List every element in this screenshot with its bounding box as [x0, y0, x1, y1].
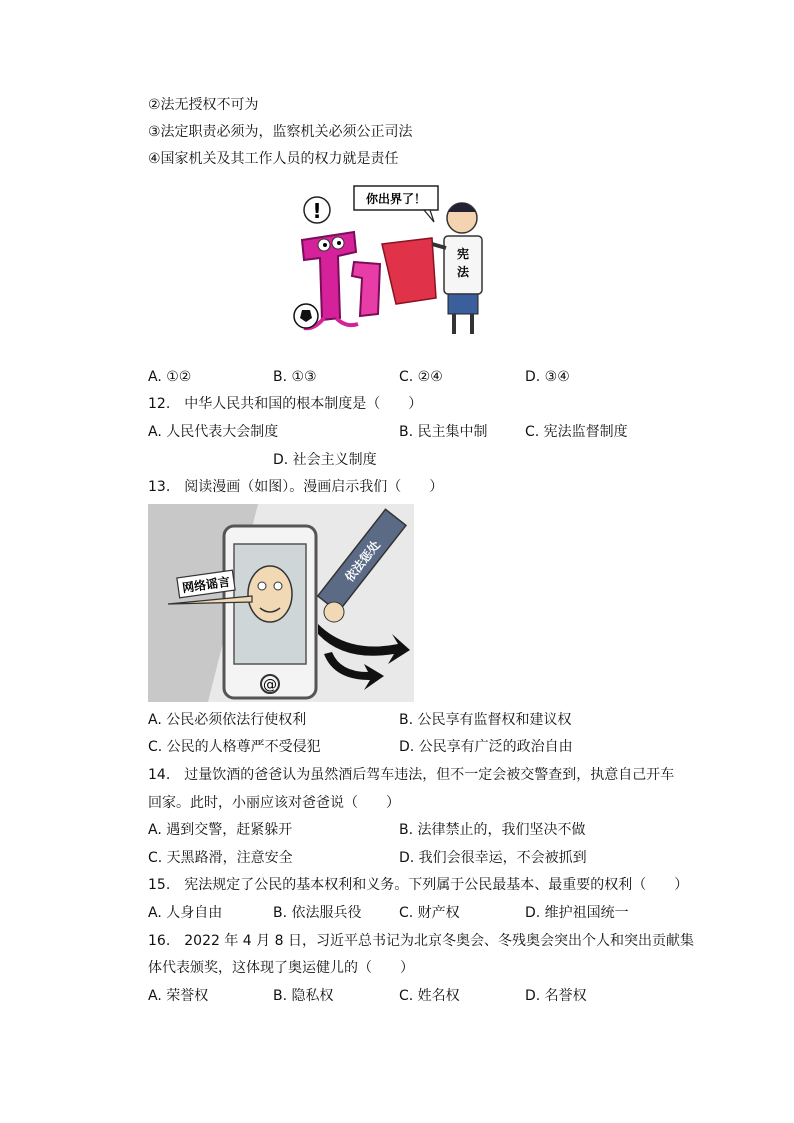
q14-stem-line-2: 回家。此时，小丽应该对爸爸说（ ） [148, 795, 400, 811]
q14-option-c[interactable]: C. 天黑路滑，注意安全 [148, 850, 293, 866]
constitution-referee-cartoon [284, 178, 510, 344]
q11-option-c[interactable]: C. ②④ [399, 369, 443, 385]
arm-label-text: 依法惩处 [342, 538, 383, 585]
q11-statement-2: ②法无授权不可为 [148, 97, 259, 113]
cartoon-speech: 你出界了！ [365, 192, 427, 206]
q13-option-b[interactable]: B. 公民享有监督权和建议权 [399, 712, 572, 728]
q12-option-a[interactable]: A. 人民代表大会制度 [148, 424, 279, 440]
q13-stem: 13. 阅读漫画（如图）。漫画启示我们（ ） [148, 479, 444, 495]
q13-option-c[interactable]: C. 公民的人格尊严不受侵犯 [148, 739, 321, 755]
q12-stem: 12. 中华人民共和国的根本制度是（ ） [148, 396, 423, 412]
q15-option-c[interactable]: C. 财产权 [399, 905, 460, 921]
q16-option-d[interactable]: D. 名誉权 [525, 988, 587, 1004]
q11-statement-4: ④国家机关及其工作人员的权力就是责任 [148, 151, 399, 167]
at-symbol: @ [263, 677, 277, 693]
vest-text-2: 法 [456, 265, 470, 279]
q15-stem: 15. 宪法规定了公民的基本权利和义务。下列属于公民最基本、最重要的权利（ ） [148, 877, 689, 893]
q12-option-d[interactable]: D. 社会主义制度 [273, 452, 377, 468]
q16-stem-line-2: 体代表颁奖，这体现了奥运健儿的（ ） [148, 960, 414, 976]
q12-option-c[interactable]: C. 宪法监督制度 [525, 424, 628, 440]
q11-statement-3: ③法定职责必须为，监察机关必须公正司法 [148, 124, 413, 140]
vest-text-1: 宪 [456, 247, 470, 261]
q16-option-c[interactable]: C. 姓名权 [399, 988, 460, 1004]
q11-option-b[interactable]: B. ①③ [273, 369, 317, 385]
cartoon-bang: ! [312, 199, 322, 223]
q16-option-b[interactable]: B. 隐私权 [273, 988, 334, 1004]
q14-option-a[interactable]: A. 遇到交警，赶紧躲开 [148, 822, 293, 838]
q14-stem-line-1: 14. 过量饮酒的爸爸认为虽然酒后驾车违法，但不一定会被交警查到，执意自己开车 [148, 767, 675, 783]
q14-option-d[interactable]: D. 我们会很幸运，不会被抓到 [399, 850, 587, 866]
q11-option-a[interactable]: A. ①② [148, 369, 192, 385]
q16-option-a[interactable]: A. 荣誉权 [148, 988, 209, 1004]
q16-stem-line-1: 16. 2022 年 4 月 8 日，习近平总书记为北京冬奥会、冬残奥会突出个人和突出贡献集 [148, 933, 694, 949]
rumor-sign-text: 网络谣言 [181, 574, 231, 596]
q14-option-b[interactable]: B. 法律禁止的，我们坚决不做 [399, 822, 586, 838]
online-rumor-cartoon [148, 504, 414, 702]
q13-option-a[interactable]: A. 公民必须依法行使权利 [148, 712, 307, 728]
q15-option-b[interactable]: B. 依法服兵役 [273, 905, 362, 921]
q15-option-a[interactable]: A. 人身自由 [148, 905, 223, 921]
q15-option-d[interactable]: D. 维护祖国统一 [525, 905, 629, 921]
q13-option-d[interactable]: D. 公民享有广泛的政治自由 [399, 739, 573, 755]
q12-option-b[interactable]: B. 民主集中制 [399, 424, 488, 440]
q11-option-d[interactable]: D. ③④ [525, 369, 570, 385]
